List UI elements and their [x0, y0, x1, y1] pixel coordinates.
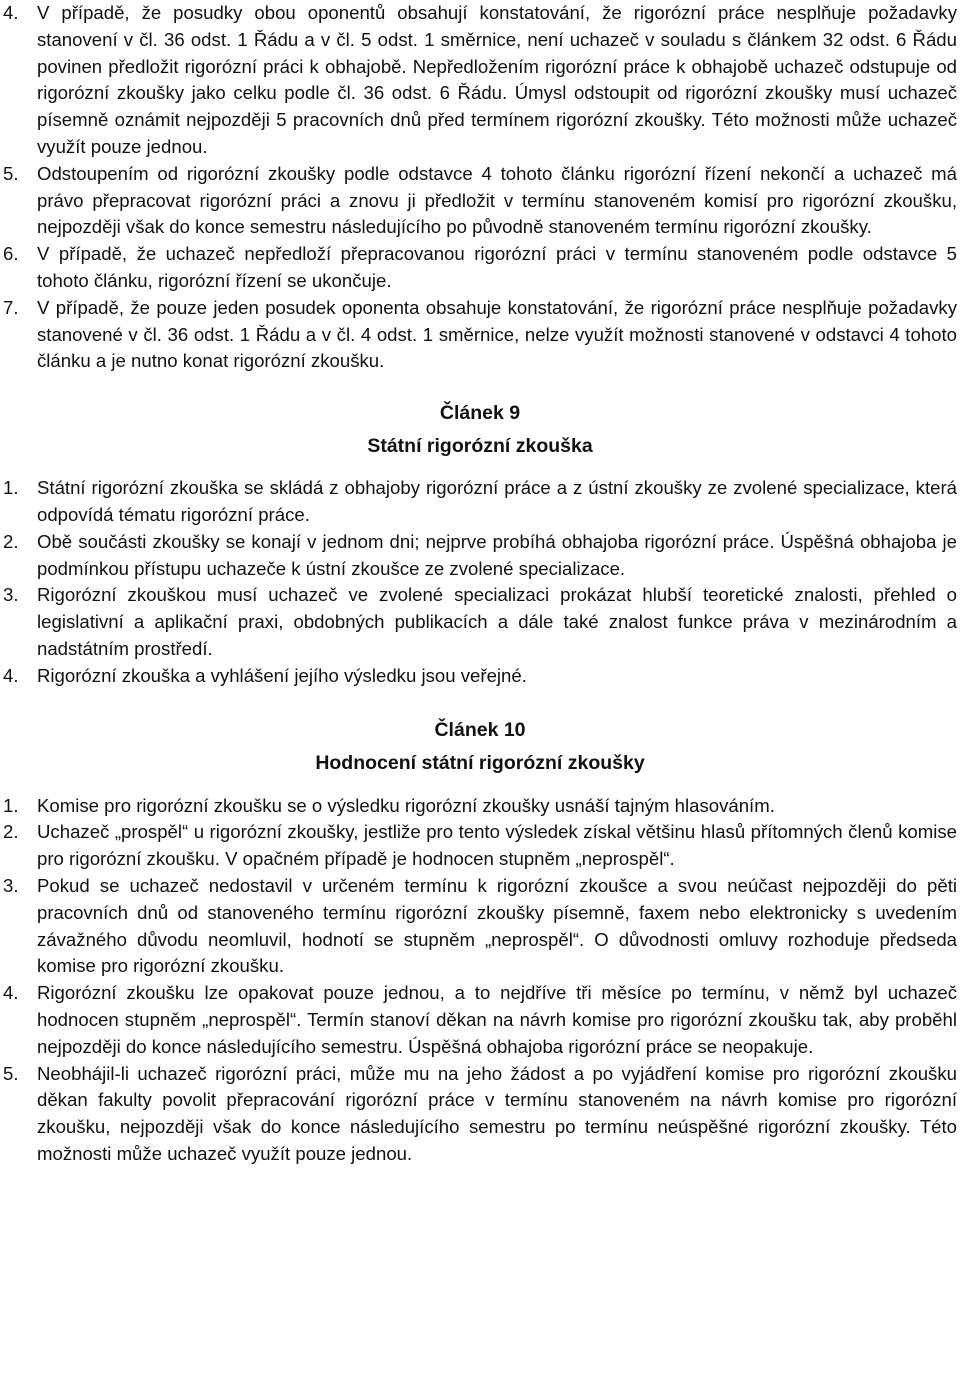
item-number: 2.: [3, 530, 19, 552]
item-number: 1.: [3, 794, 19, 816]
item-number: 4.: [3, 2, 19, 23]
item-text: Odstoupením od rigorózní zkoušky podle odstavce 4 tohoto článku rigorózní řízení nekončí a uchazeč má právo přepracovat rigorózní práci a znovu ji předložit v termínu stanoveném komisí pro rigorózní zkoušku, nejpozději však do konce semestru následujícího po původně stanoveném termínu rigorózní zkoušky.: [37, 162, 957, 238]
item-text: Rigorózní zkoušku lze opakovat pouze jednou, a to nejdříve tři měsíce po termínu, v němž byl uchazeč hodnocen stupněm „neprospěl“. Termín stanoví děkan na návrh komise pro rigorózní zkoušku tak, aby proběhl nejpozději do konce následujícího semestru. Úspěšná obhajoba rigorózní práce se neopakuje.: [37, 982, 957, 1057]
item-text: V případě, že pouze jeden posudek oponenta obsahuje konstatování, že rigorózní práce nesplňuje požadavky stanovené v čl. 36 odst. 1 Řádu a v čl. 4 odst. 1 směrnice, nelze využít možnosti stanovené v odstavci 4 tohoto článku a je nutno konat rigorózní zkoušku.: [37, 296, 957, 372]
article-10-list: [3, 793, 957, 1168]
list-item: [3, 161, 957, 241]
item-text: Uchazeč „prospěl“ u rigorózní zkoušky, jestliže pro tento výsledek získal většinu hlasů přítomných členů komise pro rigorózní zkoušku. V opačném případě je hodnocen stupněm „neprospěl“.: [37, 821, 957, 870]
list-item: [3, 529, 957, 583]
item-number: 1.: [3, 477, 19, 499]
item-text: Pokud se uchazeč nedostavil v určeném termínu k rigorózní zkoušce a svou neúčast nejpozději do pěti pracovních dnů od stanoveného termínu rigorózní zkoušky písemně, faxem nebo elektronicky s uvedením závažného důvodu neomluvil, hodnotí se stupněm „neprospěl“. O důvodnosti omluvy rozhoduje předseda komise pro rigorózní zkoušku.: [37, 874, 957, 977]
item-text: Neobhájil-li uchazeč rigorózní práci, může mu na jeho žádost a po vyjádření komise pro rigorózní zkoušku děkan fakulty povolit přepracování rigorózní práce v termínu stanoveném na návrh komise pro rigorózní zkoušku, nejpozději však do konce následujícího semestru po termínu neúspěšné rigorózní zkoušky. Této možnosti může uchazeč využít pouze jednou.: [37, 1062, 957, 1164]
item-text: Rigorózní zkouškou musí uchazeč ve zvolené specializaci prokázat hlubší teoretické znalosti, přehled o legislativní a aplikační praxi, obdobných publikacích a dále také znalost funkce práva v mezinárodním a nadstátním prostředí.: [37, 584, 957, 659]
item-number: 4.: [3, 982, 19, 1004]
item-text: Komise pro rigorózní zkoušku se o výsledku rigorózní zkoušky usnáší tajným hlasováním.: [37, 794, 775, 816]
item-number: 5.: [3, 1062, 19, 1084]
list-item: [3, 582, 957, 662]
item-text: Státní rigorózní zkouška se skládá z obhajoby rigorózní práce a z ústní zkoušky ze zvolené specializace, která odpovídá tématu rigorózní práce.: [37, 477, 957, 525]
list-item: [3, 793, 957, 820]
article-number: Článek 9: [439, 402, 521, 425]
item-number: 5.: [3, 162, 19, 184]
article-title: Hodnocení státní rigorózní zkoušky: [315, 751, 645, 774]
item-number: 7.: [3, 296, 19, 318]
item-number: 4.: [3, 664, 19, 686]
list-item: [3, 980, 957, 1060]
continued-article-list: [3, 0, 957, 375]
list-item: [3, 873, 957, 980]
list-item: [3, 663, 957, 690]
article-number: Článek 10: [434, 718, 526, 741]
list-item: [3, 0, 957, 161]
list-item: [3, 241, 957, 295]
article-9-heading: [3, 397, 957, 463]
item-text: V případě, že posudky obou oponentů obsahují konstatování, že rigorózní práce nesplňuje požadavky stanovení v čl. 36 odst. 1 Řádu a v čl. 5 odst. 1 směrnice, není uchazeč v souladu s článkem 32 odst. 6 Řádu povinen předložit rigorózní práci k obhajobě. Nepředložením rigorózní práce k obhajobě uchazeč odstupuje od rigorózní zkoušky jako celku podle čl. 36 odst. 6 Řádu. Úmysl odstoupit od rigorózní zkoušky musí uchazeč písemně oznámit nejpozději 5 pracovních dnů před termínem rigorózní zkoušky. Této možnosti může uchazeč využít pouze jednou.: [37, 2, 957, 157]
item-number: 3.: [3, 584, 19, 606]
article-9-list: [3, 475, 957, 689]
item-text: Obě součásti zkoušky se konají v jednom dni; nejprve probíhá obhajoba rigorózní práce. Úspěšná obhajoba je podmínkou přístupu uchazeče k ústní zkoušce ze zvolené specializace.: [37, 530, 957, 579]
list-item: [3, 295, 957, 375]
article-title: Státní rigorózní zkouška: [367, 435, 593, 458]
list-item: [3, 1061, 957, 1168]
list-item: [3, 475, 957, 529]
item-number: 3.: [3, 874, 19, 896]
list-item: [3, 819, 957, 873]
item-text: Rigorózní zkouška a vyhlášení jejího výsledku jsou veřejné.: [37, 664, 527, 686]
article-10-heading: [3, 714, 957, 780]
item-text: V případě, že uchazeč nepředloží přepracovanou rigorózní práci v termínu stanoveném podle odstavce 5 tohoto článku, rigorózní řízení se ukončuje.: [37, 243, 957, 291]
item-number: 6.: [3, 243, 19, 265]
item-number: 2.: [3, 821, 19, 843]
